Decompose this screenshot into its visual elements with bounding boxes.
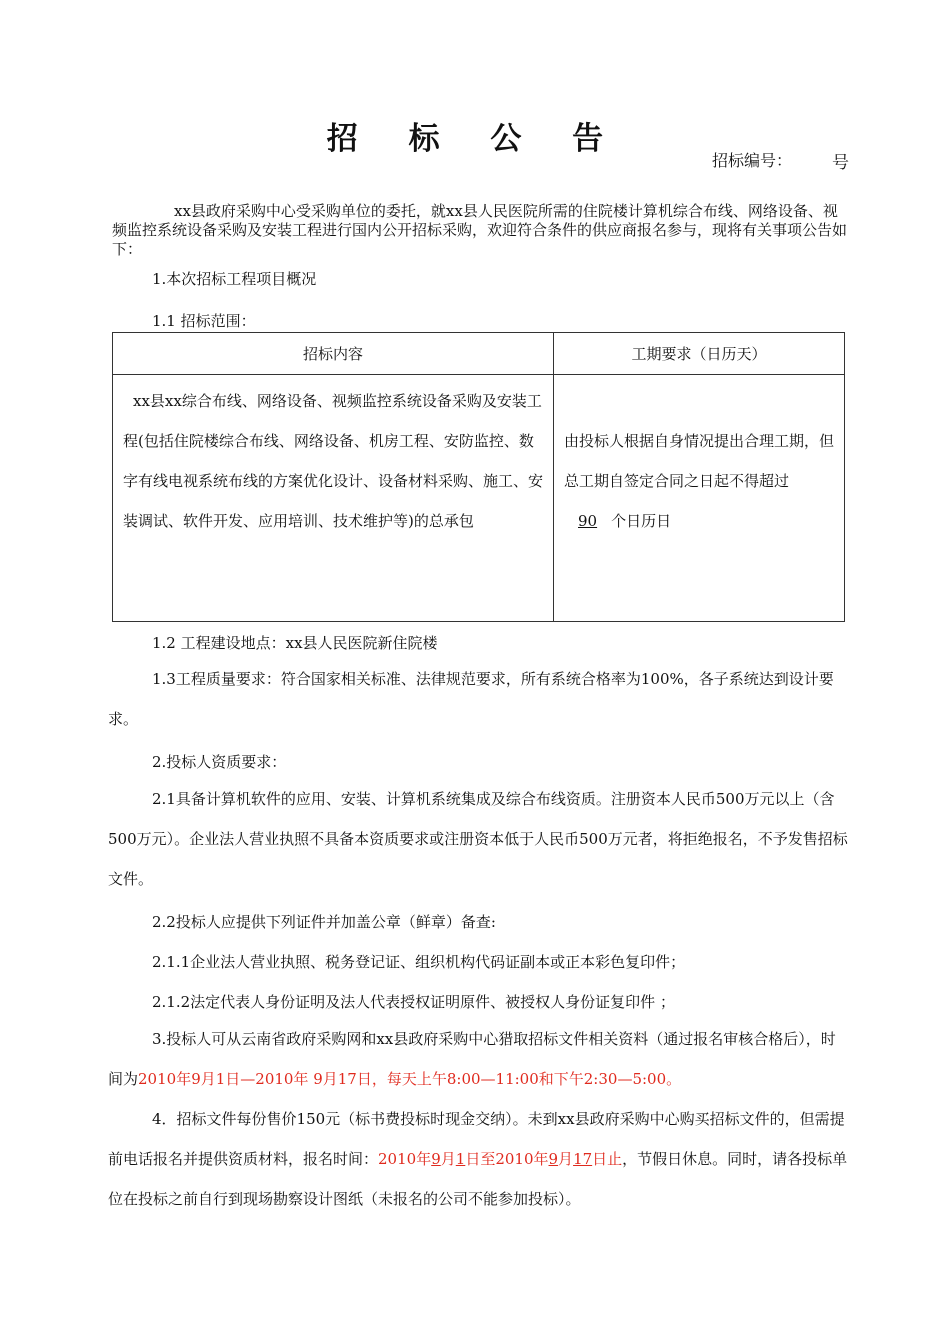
item-4-time xyxy=(378,1150,622,1168)
scope-period-cell xyxy=(554,375,845,622)
item-4-text-after: ，节假日休息。同时，请各投标单位在投标之前自行到现场勘察设计图纸（未报名的公司不能参加投标）。 xyxy=(108,1150,848,1208)
item-3-text: 3.投标人可从云南省政府采购网和xx县政府采购中心猎取招标文件相关资料（通过报名审核合格后），时间为 xyxy=(108,1030,836,1088)
scope-content-cell xyxy=(113,375,554,622)
header-content: 招标内容 xyxy=(113,333,554,375)
document-title: 招 标 公 告 xyxy=(326,121,624,157)
table-row xyxy=(113,375,845,622)
time-month-label-2: 月 xyxy=(558,1150,574,1168)
item-1-3: 1.3工程质量要求：符合国家相关标准、法律规范要求，所有系统合格率为100%，各子系统达到设计要求。 xyxy=(108,670,834,728)
table-header-row xyxy=(113,333,845,375)
time-month-1: 9 xyxy=(431,1150,441,1168)
item-4 xyxy=(108,1099,850,1219)
time-month-label-1: 月 xyxy=(440,1150,456,1168)
section-2-heading: 2.投标人资质要求： xyxy=(152,753,287,771)
period-text-after: 个日历日 xyxy=(611,512,672,530)
item-2-2-1: 2.1.1企业法人营业执照、税务登记证、组织机构代码证副本或正本彩色复印件； xyxy=(152,953,686,971)
section-1-heading: 1.本次招标工程项目概况 xyxy=(152,270,317,288)
time-day-2: 17 xyxy=(573,1150,593,1168)
time-end: 日止 xyxy=(592,1150,623,1168)
period-text-before: 由投标人根据自身情况提出合理工期，但总工期自签定合同之日起不得超过 xyxy=(564,432,835,490)
header-period: 工期要求（日历天） xyxy=(554,333,845,375)
item-4-text: 4．招标文件每份售价150元（标书费投标时现金交纳）。未到xx县政府采购中心购买招标文件的，但需提前电话报名并提供资质材料，报名时间： xyxy=(108,1110,845,1168)
time-year-1: 2010年 xyxy=(378,1150,432,1168)
section-1-1-heading: 1.1 招标范围： xyxy=(152,312,256,330)
item-3-time: 2010年9月1日—2010年 9月17日，每天上午8:00—11:00和下午2:30—5:00。 xyxy=(138,1070,682,1088)
item-2-2: 2.2投标人应提供下列证件并加盖公章（鲜章）备查: xyxy=(152,913,496,931)
time-day-1: 1 xyxy=(455,1150,466,1168)
bid-number-suffix: 号 xyxy=(832,153,849,173)
item-3 xyxy=(108,1019,850,1099)
item-2-2-2: 2.1.2法定代表人身份证明及法人代表授权证明原件、被授权人身份证复印件 ； xyxy=(152,993,675,1011)
time-year-2: 日至2010年 xyxy=(465,1150,549,1168)
item-1-2: 1.2 工程建设地点：xx县人民医院新住院楼 xyxy=(152,634,438,652)
time-month-2: 9 xyxy=(548,1150,559,1168)
intro-paragraph: xx县政府采购中心受采购单位的委托，就xx县人民医院所需的住院楼计算机综合布线、网络设备、视频监控系统设备采购及安装工程进行国内公开招标采购，欢迎符合条件的供应商报名参与，现将有关事项公告如下： xyxy=(112,202,848,258)
scope-content-text: xx县xx综合布线、网络设备、视频监控系统设备采购及安装工程(包括住院楼综合布线、网络设备、机房工程、安防监控、数字有线电视系统布线的方案优化设计、设备材料采购、施工、安装调试、软件开发、应用培训、技术维护等)的总承包 xyxy=(123,392,544,530)
bid-number-label: 招标编号： xyxy=(712,151,793,170)
scope-table xyxy=(112,332,845,622)
period-days: 90 xyxy=(578,512,598,530)
item-2-1: 2.1具备计算机软件的应用、安装、计算机系统集成及综合布线资质。注册资本人民币500万元以上（含500万元）。企业法人营业执照不具备本资质要求或注册资本低于人民币500万元者，将拒绝报名，不予发售招标文件。 xyxy=(108,790,848,888)
